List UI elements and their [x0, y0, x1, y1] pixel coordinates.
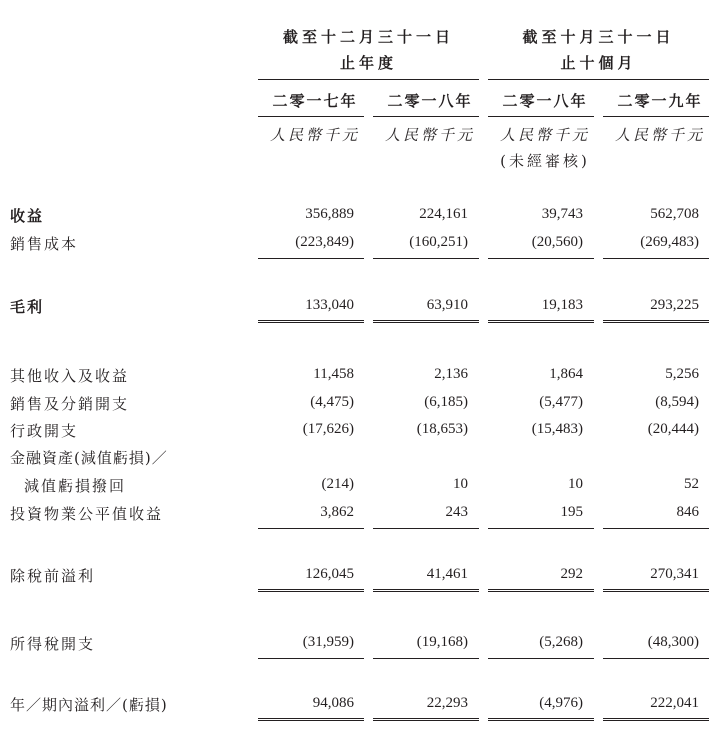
selling-expenses-value-3: (5,477)	[539, 394, 583, 410]
row-label-income-tax: 所得稅開支	[10, 635, 96, 653]
revenue-value-4: 562,708	[650, 206, 699, 222]
double-rule-profit-3	[488, 718, 594, 721]
subtotal-rule-tax-2	[373, 658, 479, 659]
other-income-value-1: 11,458	[313, 366, 354, 382]
profit-before-tax-value-1: 126,045	[305, 566, 354, 582]
selling-expenses-value-1: (4,475)	[310, 394, 354, 410]
row-label-profit-for-period: 年／期內溢利／(虧損)	[10, 696, 168, 714]
subtotal-rule-tax-3	[488, 658, 594, 659]
admin-expenses-value-1: (17,626)	[302, 421, 354, 437]
revenue-value-1: 356,889	[305, 206, 354, 222]
double-rule-profit-1	[258, 718, 364, 721]
profit-before-tax-value-2: 41,461	[426, 566, 468, 582]
header-group2-line1: 截至十月三十一日	[522, 28, 675, 46]
row-label-profit-before-tax: 除稅前溢利	[10, 567, 96, 585]
fair-value-gain-value-1: 3,862	[320, 504, 354, 520]
impairment-value-2: 10	[453, 476, 468, 492]
revenue-value-2: 224,161	[419, 206, 468, 222]
double-rule-gross-4	[603, 320, 709, 323]
profit-before-tax-value-3: 292	[560, 566, 583, 582]
subtotal-rule-1	[258, 258, 364, 259]
double-rule-gross-2	[373, 320, 479, 323]
impairment-value-4: 52	[684, 476, 699, 492]
subtotal-rule-pbt-1	[258, 528, 364, 529]
year-header-2: 二零一八年	[387, 92, 473, 110]
impairment-value-1: (214)	[321, 476, 354, 492]
header-group1-line2: 止年度	[339, 54, 397, 72]
row-label-revenue: 收益	[10, 207, 45, 225]
row-label-impairment-line1: 金融資產(減值虧損)／	[10, 449, 168, 467]
income-tax-value-4: (48,300)	[647, 634, 699, 650]
unit-header-4: 人民幣千元	[614, 126, 705, 144]
subtotal-rule-pbt-2	[373, 528, 479, 529]
income-tax-value-2: (19,168)	[416, 634, 468, 650]
subtotal-rule-2	[373, 258, 479, 259]
other-income-value-2: 2,136	[434, 366, 468, 382]
subtotal-rule-pbt-3	[488, 528, 594, 529]
row-label-fair-value-gain: 投資物業公平值收益	[10, 505, 164, 523]
gross-profit-value-2: 63,910	[426, 297, 468, 313]
profit-for-period-value-3: (4,976)	[539, 695, 583, 711]
row-label-impairment-line2: 減值虧損撥回	[24, 477, 127, 495]
row-label-selling-expenses: 銷售及分銷開支	[10, 395, 130, 413]
fair-value-gain-value-3: 195	[560, 504, 583, 520]
unit-header-2: 人民幣千元	[384, 126, 475, 144]
cost-of-sales-value-1: (223,849)	[295, 234, 354, 250]
year-rule-3	[488, 116, 594, 117]
admin-expenses-value-2: (18,653)	[416, 421, 468, 437]
double-rule-pbt-4	[603, 589, 709, 592]
selling-expenses-value-4: (8,594)	[655, 394, 699, 410]
gross-profit-value-3: 19,183	[541, 297, 583, 313]
selling-expenses-value-2: (6,185)	[424, 394, 468, 410]
header-group1-line1: 截至十二月三十一日	[282, 28, 454, 46]
other-income-value-4: 5,256	[665, 366, 699, 382]
cost-of-sales-value-2: (160,251)	[409, 234, 468, 250]
cost-of-sales-value-3: (20,560)	[531, 234, 583, 250]
impairment-value-3: 10	[568, 476, 583, 492]
double-rule-gross-1	[258, 320, 364, 323]
subtotal-rule-3	[488, 258, 594, 259]
fair-value-gain-value-2: 243	[445, 504, 468, 520]
row-label-admin-expenses: 行政開支	[10, 422, 79, 440]
fair-value-gain-value-4: 846	[676, 504, 699, 520]
year-header-1: 二零一七年	[272, 92, 358, 110]
profit-for-period-value-1: 94,086	[312, 695, 354, 711]
other-income-value-3: 1,864	[549, 366, 583, 382]
year-header-3: 二零一八年	[502, 92, 588, 110]
profit-for-period-value-4: 222,041	[650, 695, 699, 711]
gross-profit-value-4: 293,225	[650, 297, 699, 313]
subtotal-rule-4	[603, 258, 709, 259]
double-rule-pbt-3	[488, 589, 594, 592]
subtotal-rule-tax-4	[603, 658, 709, 659]
double-rule-pbt-1	[258, 589, 364, 592]
double-rule-gross-3	[488, 320, 594, 323]
income-tax-value-1: (31,959)	[302, 634, 354, 650]
revenue-value-3: 39,743	[541, 206, 583, 222]
admin-expenses-value-4: (20,444)	[647, 421, 699, 437]
subtotal-rule-pbt-4	[603, 528, 709, 529]
row-label-other-income: 其他收入及收益	[10, 367, 130, 385]
double-rule-profit-4	[603, 718, 709, 721]
year-rule-1	[258, 116, 364, 117]
year-rule-2	[373, 116, 479, 117]
row-label-cost-of-sales: 銷售成本	[10, 235, 79, 253]
income-tax-value-3: (5,268)	[539, 634, 583, 650]
header-group2-rule	[488, 79, 709, 80]
unit-header-3: 人民幣千元	[499, 126, 590, 144]
subtotal-rule-tax-1	[258, 658, 364, 659]
admin-expenses-value-3: (15,483)	[531, 421, 583, 437]
double-rule-profit-2	[373, 718, 479, 721]
double-rule-pbt-2	[373, 589, 479, 592]
unit-header-1: 人民幣千元	[269, 126, 360, 144]
gross-profit-value-1: 133,040	[305, 297, 354, 313]
header-group2-line2: 止十個月	[560, 54, 637, 72]
year-rule-4	[603, 116, 709, 117]
row-label-gross-profit: 毛利	[10, 298, 45, 316]
cost-of-sales-value-4: (269,483)	[640, 234, 699, 250]
profit-for-period-value-2: 22,293	[426, 695, 468, 711]
header-group1-rule	[258, 79, 479, 80]
unaudited-note: (未經審核)	[500, 152, 590, 170]
year-header-4: 二零一九年	[617, 92, 703, 110]
profit-before-tax-value-4: 270,341	[650, 566, 699, 582]
